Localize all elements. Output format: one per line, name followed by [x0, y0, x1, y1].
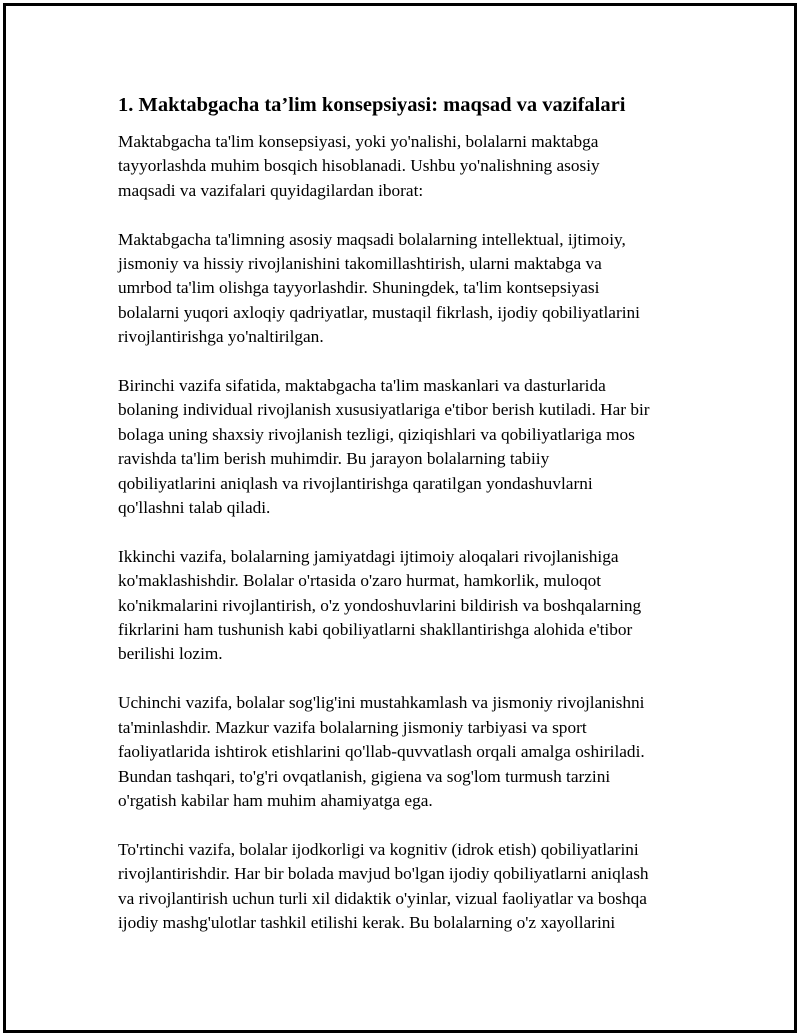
paragraph: [118, 545, 698, 667]
text-line: Maktabgacha ta'limning asosiy maqsadi bolalarning intellektual, ijtimoiy,: [118, 229, 626, 249]
text-line: bolaning individual rivojlanish xususiyatlariga e'tibor berish kutiladi. Har bir: [118, 400, 650, 420]
text-line: To'rtinchi vazifa, bolalar ijodkorligi va kognitiv (idrok etish) qobiliyatlarini: [118, 839, 639, 859]
text-line: umrbod ta'lim olishga tayyorlashdir. Shuningdek, ta'lim kontsepsiyasi: [118, 278, 600, 298]
text-line: qobiliyatlarini aniqlash va rivojlantirishga qaratilgan yondashuvlarni: [118, 473, 593, 493]
text-line: Birinchi vazifa sifatida, maktabgacha ta'lim maskanlari va dasturlarida: [118, 376, 606, 396]
text-line: bolaga uning shaxsiy rivojlanish tezligi, qiziqishlari va qobiliyatlariga mos: [118, 424, 635, 444]
text-line: ravishda ta'lim berish muhimdir. Bu jarayon bolalarning tabiiy: [118, 449, 550, 469]
paragraph: [118, 228, 698, 350]
text-line: ta'minlashdir. Mazkur vazifa bolalarning jismoniy tarbiyasi va sport: [118, 717, 587, 737]
text-line: Maktabgacha ta'lim konsepsiyasi, yoki yo'nalishi, bolalarni maktabga: [118, 132, 599, 151]
paragraph-list: [118, 130, 698, 935]
text-line: ijodiy mashg'ulotlar tashkil etilishi kerak. Bu bolalarning o'z xayollarini: [118, 912, 616, 932]
paragraph: [118, 374, 698, 520]
section-title: 1. Maktabgacha ta’lim konsepsiyasi: maqsad va vazifalari: [118, 94, 626, 116]
text-line: rivojlantirishdir. Har bir bolada mavjud bo'lgan ijodiy qobiliyatlarni aniqlash: [118, 864, 649, 884]
paragraph: [118, 838, 698, 936]
document-body: [118, 92, 698, 960]
text-line: ko'maklashishdir. Bolalar o'rtasida o'zaro hurmat, hamkorlik, muloqot: [118, 571, 602, 591]
text-line: ko'nikmalarini rivojlantirish, o'z yondoshuvlarini bildirish va boshqalarning: [118, 595, 642, 615]
text-line: berilishi lozim.: [118, 644, 223, 664]
text-line: qo'llashni talab qiladi.: [118, 498, 271, 518]
text-line: Bundan tashqari, to'g'ri ovqatlanish, gigiena va sog'lom turmush tarzini: [118, 766, 611, 786]
text-line: bolalarni yuqori axloqiy qadriyatlar, mustaqil fikrlash, ijodiy qobiliyatlarini: [118, 302, 640, 322]
text-line: tayyorlashda muhim bosqich hisoblanadi. Ushbu yo'nalishning asosiy: [118, 156, 600, 176]
text-line: jismoniy va hissiy rivojlanishini takomillashtirish, ularni maktabga va: [118, 254, 602, 274]
text-line: rivojlantirishga yo'naltirilgan.: [118, 327, 324, 347]
text-line: fikrlarini ham tushunish kabi qobiliyatlarni shakllantirishga alohida e'tibor: [118, 620, 633, 640]
text-line: Ikkinchi vazifa, bolalarning jamiyatdagi ijtimoiy aloqalari rivojlanishiga: [118, 546, 619, 566]
paragraph: [118, 691, 698, 813]
text-line: o'rgatish kabilar ham muhim ahamiyatga ega.: [118, 790, 433, 810]
text-line: faoliyatlarida ishtirok etishlarini qo'llab-quvvatlash orqali amalga oshiriladi.: [118, 742, 645, 762]
text-line: Uchinchi vazifa, bolalar sog'lig'ini mustahkamlash va jismoniy rivojlanishni: [118, 693, 645, 713]
text-line: va rivojlantirish uchun turli xil didaktik o'yinlar, vizual faoliyatlar va boshqa: [118, 888, 647, 908]
paragraph: [118, 130, 698, 203]
text-line: maqsadi va vazifalari quyidagilardan iborat:: [118, 180, 424, 200]
